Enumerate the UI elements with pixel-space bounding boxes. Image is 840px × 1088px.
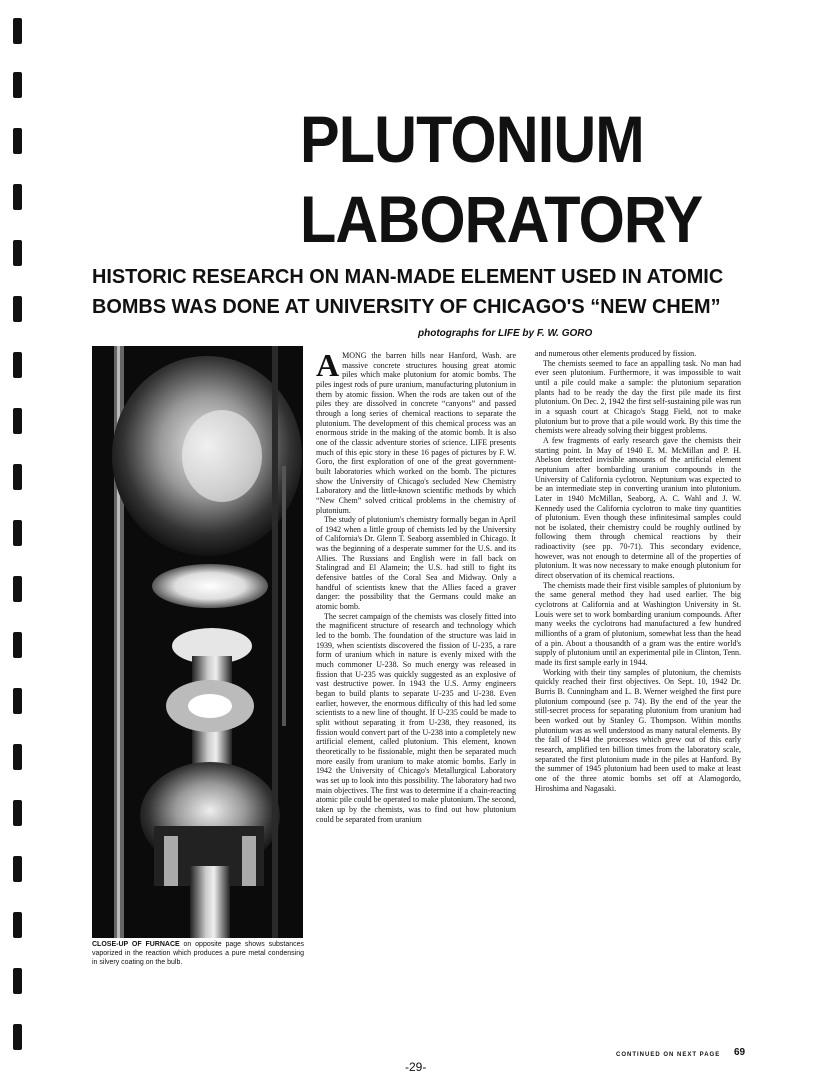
binding-hole <box>13 184 22 210</box>
folio-number: -29- <box>405 1060 427 1074</box>
paragraph: and numerous other elements produced by fission. <box>535 349 697 358</box>
binding-hole <box>13 240 22 266</box>
paragraph: The chemists made their first visible samples of plutonium by the same general method they had used earlier. The big cyclotrons at California and at Washington University in St. Louis were set to work bombarding uranium compounds. After many weeks the cyclotrons had manufactured a few hundred millionths of a gram of plutonium, somewhat less than the head of a pin. About a thousandth of a gram was the entire world's supply of plutonium until an experimental pile in Clinton, Tenn. made its first sample early in 1944. <box>535 580 741 667</box>
photo-credit: photographs for LIFE by F. W. GORO <box>418 328 593 339</box>
binding-hole <box>13 464 22 490</box>
drop-cap: A <box>316 351 340 383</box>
headline-line-1: PLUTONIUM <box>300 102 644 176</box>
binding-hole <box>13 744 22 770</box>
paragraph: A few fragments of early research gave the chemists their starting point. In May of 1940 E. M. McMillan and P. H. Abelson detected invisible amounts of the artificial element neptunium after bombarding uranium compounds in the University of California cyclotron. Neptunium was expected to be an intermediate step in converting uranium into plutonium. Later in 1940 McMillan, Seaborg, A. C. Wahl and J. W. Kennedy used the California cyclotron to make tiny quantities of plutonium. Even though these infinitesimal samples could not be isolated, their chemistry could be roughly outlined by following them through chemical reactions by their radioactivity (see pp. 70-71). This secondary evidence, however, was not enough to determine all of the properties of plutonium. It was now necessary to make enough plutonium for direct observation of its chemical reactions. <box>535 435 741 581</box>
paragraph: The study of plutonium's chemistry formally began in April of 1942 when a little group of chemists led by the University of California's Dr. Glenn T. Seaborg assembled in Chicago. It was the beginning of a desperate summer for the U.S. and its Allies. The Russians and English were in fall back on Stalingrad and El Alamein; the U.S. had still to fight its defensive battles of the Coral Sea and Midway. Only a handful of scientists knew that the Allies faced a graver danger: the possibility that the Germans could make an atomic bomb. <box>316 515 516 612</box>
article-column-2 <box>535 349 741 1054</box>
binding-hole <box>13 128 22 154</box>
binding-hole <box>13 296 22 322</box>
page-number: 69 <box>734 1047 746 1058</box>
subheadline-line-1: HISTORIC RESEARCH ON MAN-MADE ELEMENT USED IN ATOMIC <box>92 265 724 288</box>
binding-hole <box>13 520 22 546</box>
caption-text: on opposite page shows substances vaporized in the reaction which produces a pure metal condensing in silvery coating on the bulb. <box>92 941 304 966</box>
caption-lead: CLOSE-UP OF FURNACE <box>92 941 180 948</box>
binding-hole <box>13 352 22 378</box>
binding-hole <box>13 1024 22 1050</box>
photo-caption <box>92 940 304 967</box>
paragraph: The chemists seemed to face an appalling task. No man had ever seen plutonium. Furthermore, it was impossible to wait until a pile could make a sample: the plutonium separation plants had to be ready the day the first pile made its first plutonium. On Dec. 2, 1942 the first self-sustaining pile was run in a squash court at Chicago's Stagg Field, not to make plutonium but to prove that a pile would work. By this time the chemists were already solving their biggest problems. <box>535 358 741 436</box>
continued-notice: CONTINUED ON NEXT PAGE <box>616 1052 721 1058</box>
paragraph: The secret campaign of the chemists was closely fitted into the magnificent structure of research and technology which led to the bomb. The foundation of the structure was laid in 1939, when scientists discovered the fission of U-235, a rare form of uranium which in nature is evenly mixed with the much commoner U-238. So much energy was released in fission that U-235 was quickly suggested as an explosive of vast destructive power. In 1943 the U.S. Army engineers began to build plants to separate U-235 and U-238. Even earlier, however, the enormous difficulty of this had led some scientists to a new line of thought. If U-235 could be made to split without separating it from U-238, they reasoned, its fission would convert part of the U-238 into a completely new artificial element, called plutonium. This element, known theoretically to be fissionable, might then be separated much more easily from uranium to make atomic bombs. Early in 1942 the University of Chicago's Metallurgical Laboratory was set up to look into this possibility. The laboratory had two main objectives. The first was to determine if a chain-reacting atomic pile could be operated to make plutonium. The second, taken up by the chemists, was to find out how plutonium could be separated from uranium <box>316 611 516 824</box>
binding-hole <box>13 18 22 44</box>
binding-hole <box>13 72 22 98</box>
binding-hole <box>13 912 22 938</box>
furnace-photo <box>92 346 303 938</box>
article-column-1 <box>316 351 516 1056</box>
binding-hole <box>13 800 22 826</box>
subheadline-line-2: BOMBS WAS DONE AT UNIVERSITY OF CHICAGO'S “NEW CHEM” <box>92 295 721 318</box>
binding-hole <box>13 856 22 882</box>
paragraph: Working with their tiny samples of plutonium, the chemists quickly reached their first objectives. On Sept. 10, 1942 Dr. Burris B. Cunningham and L. B. Werner weighed the first pure plutonium compound (see p. 74). By the end of the year the still-secret process for separating plutonium from uranium had been worked out by Stanley G. Thompson. Within months plutonium was as well understood as many natural elements. By the fall of 1944 the processes which grew out of this early research, amplified ten billion times from the laboratory scale, separated the first plutonium made in the piles at Hanford. By the summer of 1945 plutonium had been used to make at least one of the three atomic bombs set off at Alamogordo, Hiroshima and Nagasaki. <box>535 667 741 793</box>
binding-hole <box>13 408 22 434</box>
binding-hole <box>13 576 22 602</box>
headline-line-2: LABORATORY <box>300 182 703 256</box>
binding-hole <box>13 632 22 658</box>
binding-hole <box>13 968 22 994</box>
binding-hole <box>13 688 22 714</box>
paragraph: MONG the barren hills near Hanford, Wash. are massive concrete structures housing great atomic piles which make plutonium for atomic bombs. The piles ingest rods of pure uranium, manufacturing plutonium in them by atomic fission. When the rods are taken out of the piles they are dissolved in concrete “canyons” and passed through a long series of chemical reactions to separate the plutonium. The development of this chemical process was an enormous stride in the making of the atomic bomb. It is also one of the classic adventure stories of science. LIFE presents much of this epic story in these 16 pages of pictures by F. W. Goro, the first exploration of one of the great government-built laboratories which worked on the bomb. The pictures show the University of Chicago's secluded New Chemistry Laboratory and the little-known scientific methods by which “New Chem” solved critical problems in the chemistry of plutonium. <box>316 351 516 515</box>
